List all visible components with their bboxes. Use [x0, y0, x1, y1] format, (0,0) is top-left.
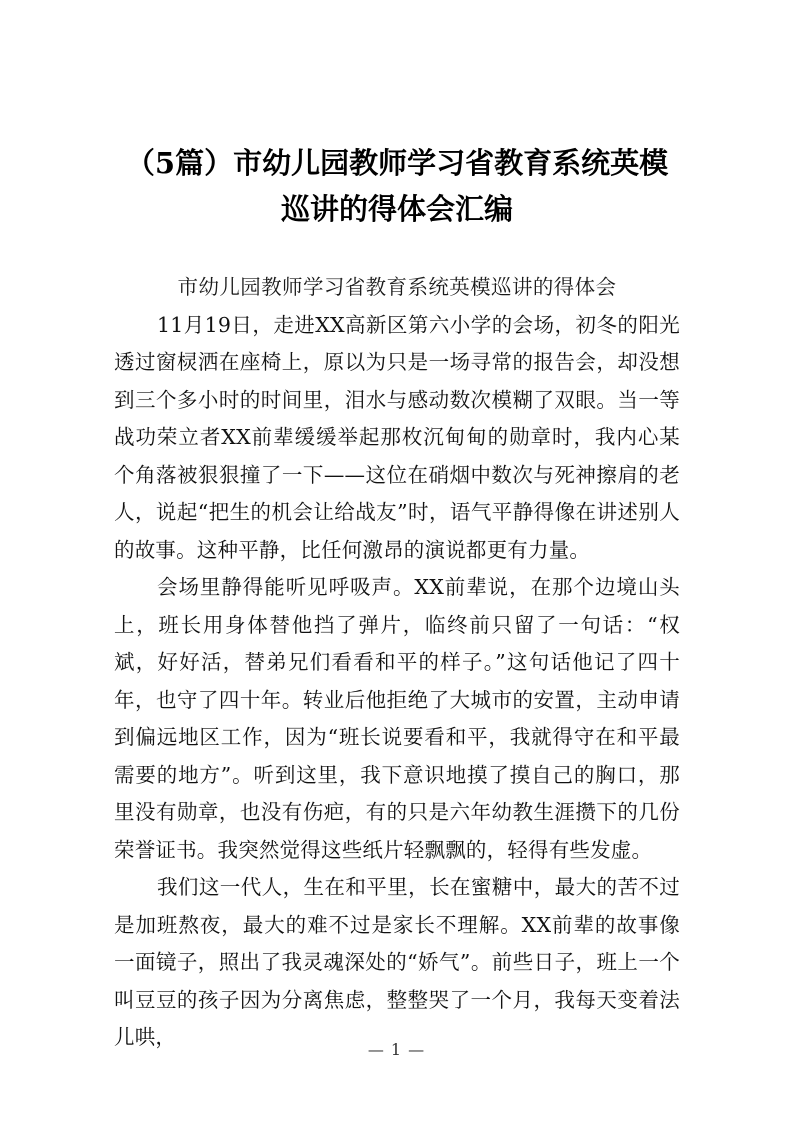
body-paragraph-2: 会场里静得能听见呼吸声。XX前辈说，在那个边境山头上，班长用身体替他挡了弹片，临终前只留了一句话：“权斌，好好活，替弟兄们看看和平的样子。”这句话他记了四十年，也守了四十年。转业后他拒绝了大城市的安置，主动申请到偏远地区工作，因为“班长说要看和平，我就得守在和平最需要的地方”。听到这里，我下意识地摸了摸自己的胸口，那里没有勋章，也没有伤疤，有的只是六年幼教生涯攒下的几份荣誉证书。我突然觉得这些纸片轻飘飘的，轻得有些发虚。 — [114, 575, 680, 862]
page-title: （5篇）市幼儿园教师学习省教育系统英模巡讲的得体会汇编 — [125, 146, 669, 226]
page-number-footer: — 1 — — [367, 1040, 426, 1059]
body-paragraph-3: 我们这一代人，生在和平里，长在蜜糖中，最大的苦不过是加班熬夜，最大的难不过是家长不理解。XX前辈的故事像一面镜子，照出了我灵魂深处的“娇气”。前些日子，班上一个叫豆豆的孩子因为分离焦虑，整整哭了一个月，我每天变着法儿哄， — [114, 875, 680, 1049]
document-subtitle: 市幼儿园教师学习省教育系统英模巡讲的得体会 — [177, 275, 617, 299]
body-paragraph-1: 11月19日，走进XX高新区第六小学的会场，初冬的阳光透过窗棂洒在座椅上，原以为只是一场寻常的报告会，却没想到三个多小时的时间里，泪水与感动数次模糊了双眼。当一等战功荣立者XX前辈缓缓举起那枚沉甸甸的勋章时，我内心某个角落被狠狠撞了一下——这位在硝烟中数次与死神擦肩的老人，说起“把生的机会让给战友”时，语气平静得像在讲述别人的故事。这种平静，比任何激昂的演说都更有力量。 — [114, 312, 680, 562]
page-content — [114, 140, 680, 1057]
